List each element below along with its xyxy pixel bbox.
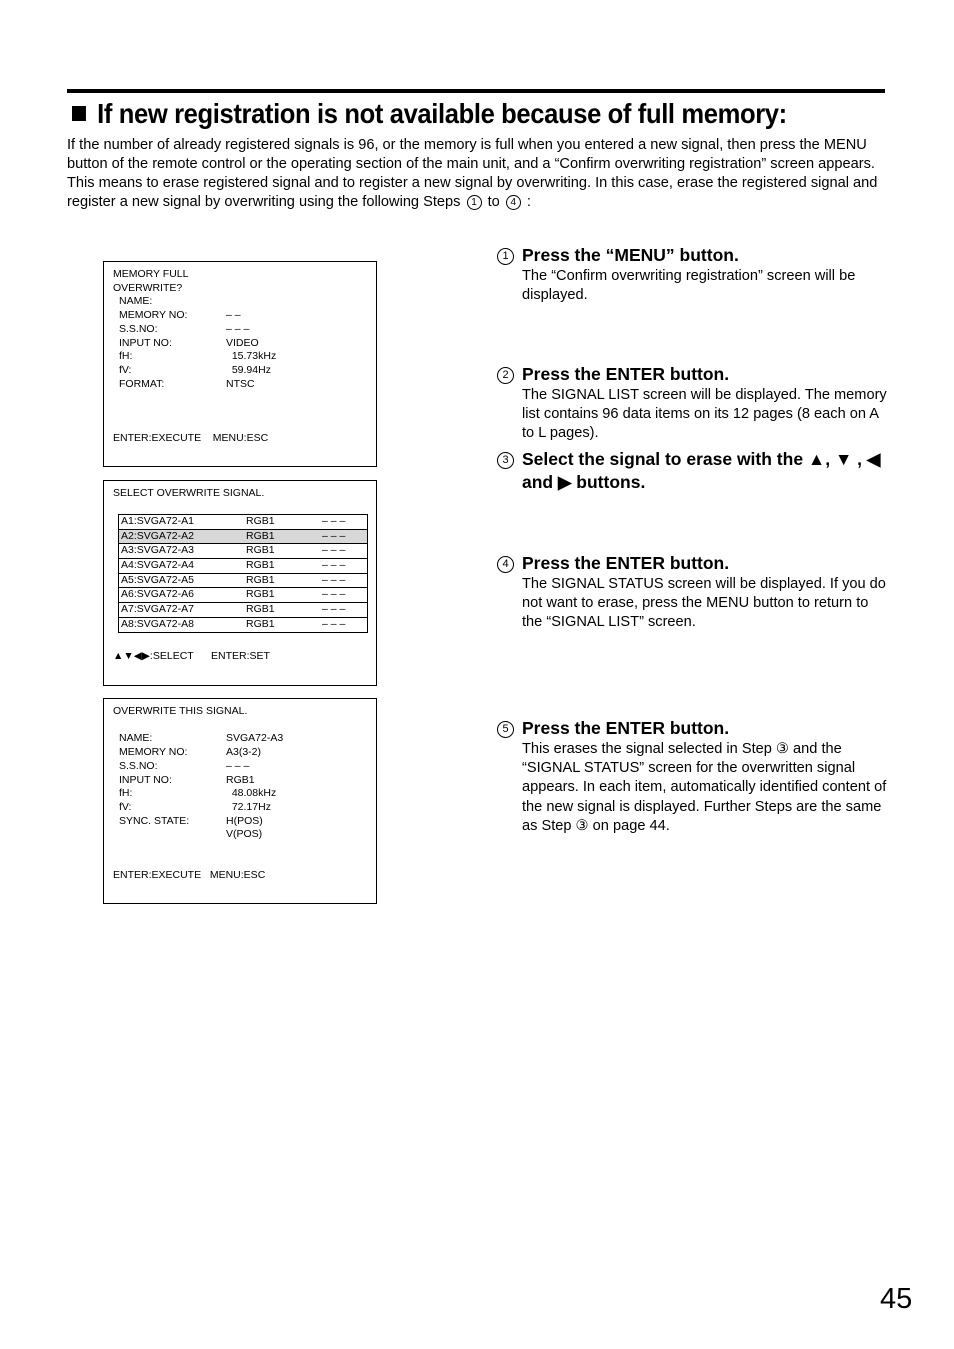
overwrite-signal-screen (103, 698, 377, 904)
step-1-circle-icon: 1 (467, 195, 482, 210)
screen-title: OVERWRITE THIS SIGNAL. (113, 705, 248, 717)
step-3 (497, 448, 889, 494)
step-4 (497, 552, 889, 633)
step-5 (497, 717, 889, 836)
screen-row: fV: 72.17Hz (119, 800, 271, 813)
signal-list-item[interactable]: A1:SVGA72-A1 RGB1 – – – (119, 515, 367, 530)
step-number-icon: 2 (497, 367, 514, 384)
screen-footer: ENTER:EXECUTE MENU:ESC (113, 432, 269, 444)
screen-row: NAME: SVGA72-A3 (119, 732, 284, 745)
step-body: The SIGNAL LIST screen will be displayed. The memory list contains 96 data items on its 12 pages (8 each on A to L pages). (522, 387, 887, 442)
step-title: Press the ENTER button. (522, 553, 730, 573)
signal-list-item[interactable]: A8:SVGA72-A8 RGB1 – – – (121, 617, 346, 630)
step-number-icon: 5 (497, 721, 514, 738)
screen-footer: ▲▼◀▶:SELECT ENTER:SET (113, 650, 270, 662)
step-title: Press the ENTER button. (522, 364, 730, 384)
signal-list (118, 514, 368, 633)
screen-row: fH: 15.73kHz (119, 350, 277, 363)
signal-list-item[interactable]: A6:SVGA72-A6 RGB1 – – – (119, 588, 367, 603)
screen-row: S.S.NO: – – – (119, 322, 250, 335)
screen-row: V(POS) (226, 828, 263, 841)
signal-list-screen (103, 480, 377, 686)
screen-row: SYNC. STATE: H(POS) (119, 814, 263, 827)
signal-list-item[interactable]: A3:SVGA72-A3 RGB1 – – – (119, 544, 367, 559)
screen-row: MEMORY NO: A3(3-2) (119, 746, 262, 759)
step-2 (497, 363, 889, 444)
step-body: The “Confirm overwriting registration” screen will be displayed. (522, 268, 856, 304)
page-number: 45 (880, 1283, 913, 1315)
screen-row: INPUT NO: VIDEO (119, 336, 259, 349)
memory-full-screen (103, 261, 377, 467)
step-body: This erases the signal selected in Step ③ and the “SIGNAL STATUS” screen for the overwritten signal appears. In each item, automatically identified content of the new signal is displayed. Further Steps are the same as Step ③ on page 44. (522, 741, 887, 834)
screen-row: S.S.NO: – – – (119, 759, 250, 772)
square-bullet-icon (72, 106, 86, 121)
step-title: Press the ENTER button. (522, 718, 730, 738)
signal-list-item[interactable]: A7:SVGA72-A7 RGB1 – – – (119, 603, 367, 618)
step-title: Press the “MENU” button. (522, 245, 739, 265)
screen-line: OVERWRITE? (113, 281, 183, 294)
step-body: The SIGNAL STATUS screen will be displayed. If you do not want to erase, press the MENU button to return to the “SIGNAL LIST” screen. (522, 576, 886, 631)
top-rule (67, 89, 885, 93)
signal-list-item[interactable]: A4:SVGA72-A4 RGB1 – – – (119, 559, 367, 574)
step-number-icon: 4 (497, 556, 514, 573)
screen-line: MEMORY FULL (113, 268, 189, 280)
screen-row: fV: 59.94Hz (119, 363, 271, 376)
screen-title: SELECT OVERWRITE SIGNAL. (113, 487, 265, 499)
screen-row: MEMORY NO: – – (119, 309, 241, 322)
screen-row: fH: 48.08kHz (119, 787, 277, 800)
screen-row: NAME: (119, 295, 153, 308)
step-title: Select the signal to erase with the ▲, ▼ , ◀ and ▶ buttons. (522, 449, 881, 492)
signal-list-item[interactable]: A5:SVGA72-A5 RGB1 – – – (119, 574, 367, 589)
section-heading: If new registration is not available because of full memory: (72, 98, 835, 130)
intro-paragraph: If the number of already registered signals is 96, or the memory is full when you entered a new signal, then press the MENU button of the remote control or the operating section of the main unit, and a “Confirm overwriting registration” screen appears. This means to erase registered signal and to register a new signal by overwriting. In this case, erase the registered signal and register a new signal by overwriting using the following Steps 1 to 4 : (67, 137, 878, 210)
screen-row: FORMAT: NTSC (119, 377, 255, 390)
screen-footer: ENTER:EXECUTE MENU:ESC (113, 869, 266, 881)
step-1 (497, 244, 889, 305)
screen-row: INPUT NO: RGB1 (119, 773, 255, 786)
step-number-icon: 1 (497, 248, 514, 265)
step-4-circle-icon: 4 (506, 195, 521, 210)
step-number-icon: 3 (497, 452, 514, 469)
signal-list-item-selected[interactable]: A2:SVGA72-A2 RGB1 – – – (119, 530, 367, 545)
